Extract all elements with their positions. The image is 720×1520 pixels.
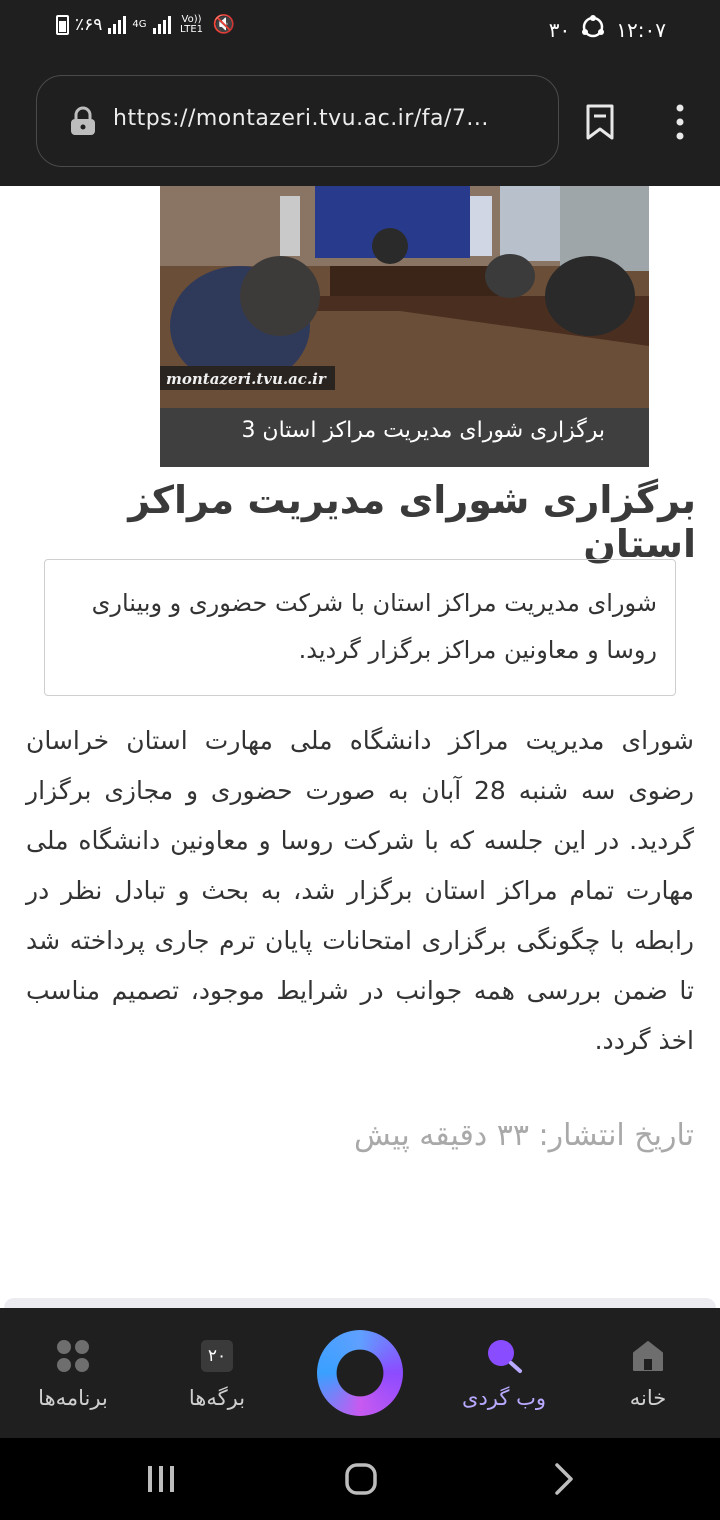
volte-label: Vo)) LTE1	[180, 13, 204, 35]
nav-tabs[interactable]	[162, 1338, 272, 1410]
article-image[interactable]	[160, 186, 649, 408]
home-icon	[593, 1338, 703, 1374]
home-button-icon[interactable]	[344, 1462, 378, 1500]
sync-icon	[580, 14, 606, 45]
browser-toolbar	[0, 60, 720, 186]
publish-date	[260, 1118, 694, 1153]
nav-home-label: خانه	[629, 1386, 667, 1410]
system-nav-bar	[0, 1438, 720, 1520]
bottom-nav	[0, 1308, 720, 1438]
browser-home-orb-button[interactable]	[317, 1330, 403, 1416]
tabs-icon	[162, 1338, 272, 1374]
mute-icon: 🔇	[212, 14, 235, 35]
tabs-count: ۲۰	[201, 1340, 233, 1372]
image-caption: برگزاری شورای مدیریت مراکز استان 3	[160, 408, 649, 467]
battery-icon	[56, 15, 69, 35]
nav-apps-label: برنامه‌ها	[38, 1386, 108, 1410]
nav-web-browse-label: وب گردی	[462, 1386, 546, 1410]
nav-home[interactable]	[593, 1338, 703, 1410]
back-icon[interactable]	[552, 1462, 576, 1500]
article-summary: شورای مدیریت مراکز استان با شرکت حضوری و وبیناری روسا و معاونین مراکز برگزار گردید.	[44, 559, 676, 696]
publish-date-value: ۳۳ دقیقه پیش	[354, 1118, 529, 1153]
article-headline: برگزاری شورای مدیریت مراکز استان	[128, 478, 696, 566]
status-icons-right	[549, 14, 666, 45]
article-body: شورای مدیریت مراکز دانشگاه ملی مهارت استان خراسان رضوی سه شنبه 28 آبان به صورت حضوری و مجازی برگزار گردید. در این جلسه که با شرکت روسا و معاونین دانشگاه ملی مهارت تمام مراکز استان برگزار شد، به بحث و تبادل نظر در رابطه با چگونگی برگزاری امتحانات پایان ترم جاری پرداخته شد تا ضمن بررسی همه جوانب در شرایط موجود، تصمیم مناسب اخذ گردد.	[26, 726, 694, 1055]
bookmark-icon[interactable]	[584, 102, 616, 142]
lock-icon[interactable]	[69, 106, 97, 136]
more-vert-icon[interactable]	[670, 104, 690, 144]
date-label: ۳۰	[548, 17, 571, 42]
address-bar[interactable]	[36, 75, 559, 167]
publish-date-label: تاریخ انتشار:	[538, 1118, 694, 1153]
search-icon	[449, 1338, 559, 1374]
recent-apps-icon[interactable]	[146, 1464, 176, 1498]
battery-percent: ٪۶۹	[75, 14, 103, 35]
signal-icon	[108, 16, 126, 34]
nav-apps[interactable]	[18, 1338, 128, 1410]
network-4g-label: 4G	[132, 18, 147, 30]
apps-grid-icon	[18, 1338, 128, 1374]
signal-icon-2	[153, 16, 171, 34]
clock: ۱۲:۰۷	[616, 17, 666, 42]
url-text[interactable]: https://montazeri.tvu.ac.ir/fa/7...	[113, 106, 489, 131]
status-bar	[0, 0, 720, 60]
status-icons-left	[56, 14, 235, 35]
nav-web-browse[interactable]	[449, 1338, 559, 1410]
nav-tabs-label: برگه‌ها	[188, 1386, 246, 1410]
image-watermark: montazeri.tvu.ac.ir	[166, 370, 326, 388]
